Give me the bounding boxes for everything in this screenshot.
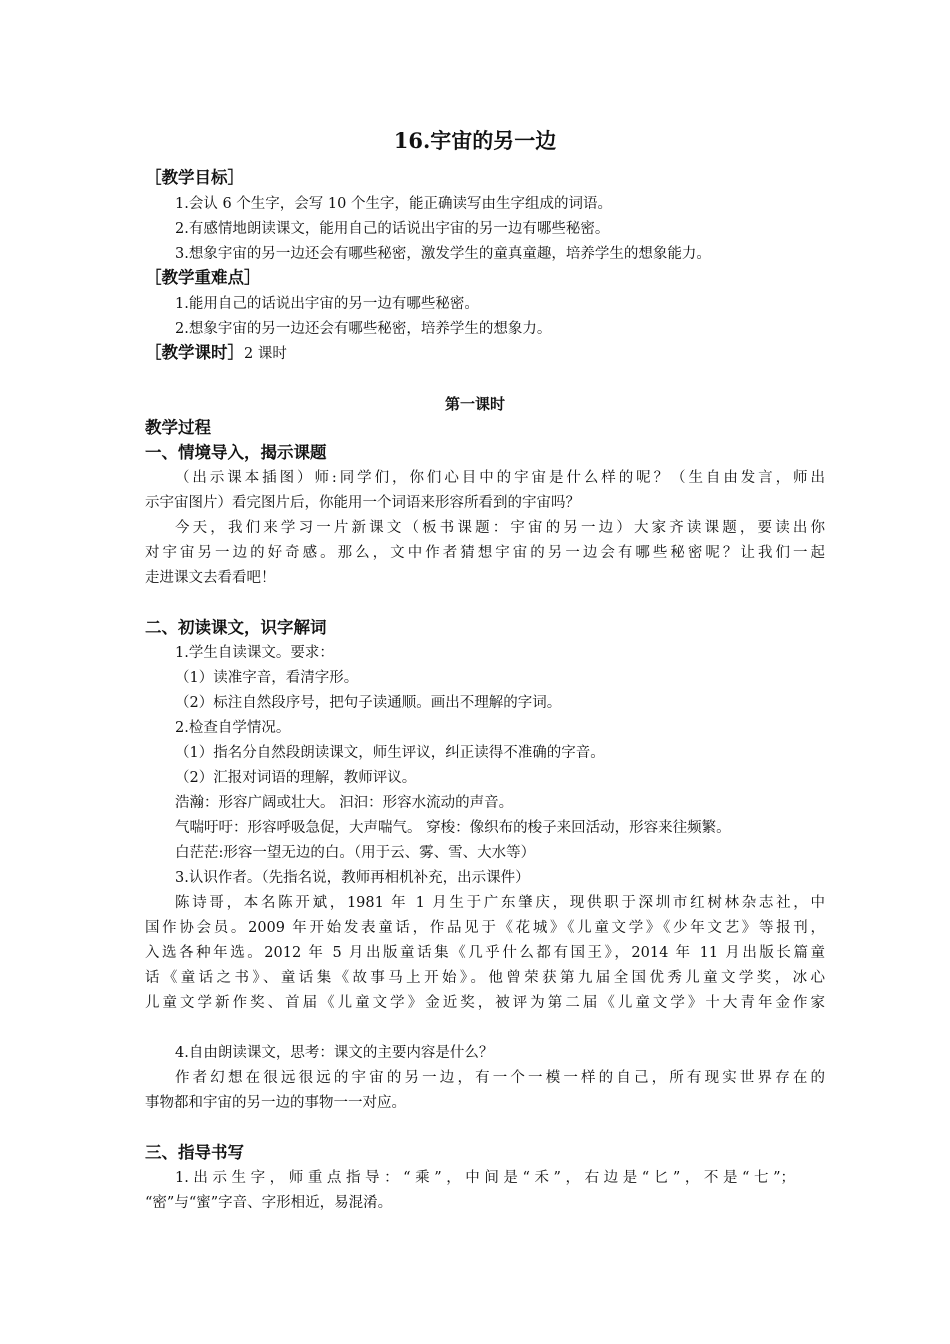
paragraph-line: 话《童话之书》、童话集《故事马上开始》。他曾荣获第九届全国优秀儿童文学奖，冰心: [145, 970, 825, 986]
paragraph-line: 浩瀚：形容广阔或壮大。 汩汩：形容水流动的声音。: [175, 795, 514, 811]
section-heading-3: 三、指导书写: [145, 1143, 244, 1162]
page-title: 16.宇宙的另一边: [393, 128, 557, 153]
goal-item: 1.会认 6 个生字，会写 10 个生字，能正确读写由生字组成的词语。: [175, 196, 612, 212]
paragraph-line: （出示课本插图）师:同学们，你们心目中的宇宙是什么样的呢？（生自由发言，师出: [175, 470, 825, 486]
paragraph-line: 1.出示生字，师重点指导：“乘”，中间是“禾”，右边是“匕”，不是“七”；: [175, 1170, 795, 1186]
lesson-heading: 第一课时: [444, 395, 505, 413]
paragraph-line: 白茫茫:形容一望无边的白。（用于云、雾、雪、大水等）: [175, 845, 536, 861]
paragraph-line: 气喘吁吁：形容呼吸急促，大声喘气。 穿梭：像织布的梭子来回活动，形容来往频繁。: [175, 820, 731, 836]
hours-value: 2 课时: [244, 346, 287, 362]
paragraph-line: 走进课文去看看吧！: [145, 570, 276, 586]
paragraph-line: 入选各种年选。2012 年 5 月出版童话集《几乎什么都有国王》，2014 年 11 月出版长篇童: [145, 945, 825, 961]
key-point-item: 1.能用自己的话说出宇宙的另一边有哪些秘密。: [175, 296, 479, 312]
paragraph-line: “密”与“蜜”字音、字形相近，易混淆。: [145, 1195, 393, 1211]
paragraph-line: 事物都和宇宙的另一边的事物一一对应。: [145, 1095, 406, 1111]
paragraph-line: 3.认识作者。（先指名说，教师再相机补充，出示课件）: [175, 870, 530, 886]
paragraph-line: 今天，我们来学习一片新课文（板书课题：宇宙的另一边）大家齐读课题，要读出你: [175, 520, 825, 536]
paragraph-line: （1）读准字音，看清字形。: [175, 670, 359, 686]
process-heading: 教学过程: [145, 418, 211, 437]
paragraph-line: 陈诗哥，本名陈开斌，1981 年 1 月生于广东肇庆，现供职于深圳市红树林杂志社，中: [175, 895, 825, 911]
paragraph-line: 示宇宙图片）看完图片后，你能用一个词语来形容所看到的宇宙吗？: [145, 495, 580, 511]
goal-item: 3.想象宇宙的另一边还会有哪些秘密，激发学生的童真童趣，培养学生的想象能力。: [175, 246, 711, 262]
heading-key-points: ［教学重难点］: [145, 268, 261, 287]
heading-goals: ［教学目标］: [145, 168, 244, 187]
paragraph-line: 对宇宙另一边的好奇感。那么，文中作者猜想宇宙的另一边会有哪些秘密呢？让我们一起: [145, 545, 825, 561]
paragraph-line: 1.学生自读课文。要求：: [175, 645, 334, 661]
paragraph-line: （2）标注自然段序号，把句子读通顺。画出不理解的字词。: [175, 695, 562, 711]
paragraph-line: 儿童文学新作奖、首届《儿童文学》金近奖，被评为第二届《儿童文学》十大青年金作家: [145, 995, 825, 1011]
paragraph-line: 4.自由朗读课文，思考：课文的主要内容是什么？: [175, 1045, 494, 1061]
heading-hours: ［教学课时］2 课时: [145, 343, 287, 362]
paragraph-line: 国作协会员。2009 年开始发表童话，作品见于《花城》《儿童文学》《少年文艺》等报刊，: [145, 920, 825, 936]
paragraph-line: 2.检查自学情况。: [175, 720, 291, 736]
paragraph-line: （2）汇报对词语的理解，教师评议。: [175, 770, 417, 786]
section-heading-2: 二、初读课文，识字解词: [145, 618, 327, 637]
goal-item: 2.有感情地朗读课文，能用自己的话说出宇宙的另一边有哪些秘密。: [175, 221, 610, 237]
paragraph-line: 作者幻想在很远很远的宇宙的另一边，有一个一模一样的自己，所有现实世界存在的: [175, 1070, 825, 1086]
paragraph-line: （1）指名分自然段朗读课文，师生评议，纠正读得不准确的字音。: [175, 745, 605, 761]
section-heading-1: 一、情境导入，揭示课题: [145, 443, 327, 462]
key-point-item: 2.想象宇宙的另一边还会有哪些秘密，培养学生的想象力。: [175, 321, 552, 337]
